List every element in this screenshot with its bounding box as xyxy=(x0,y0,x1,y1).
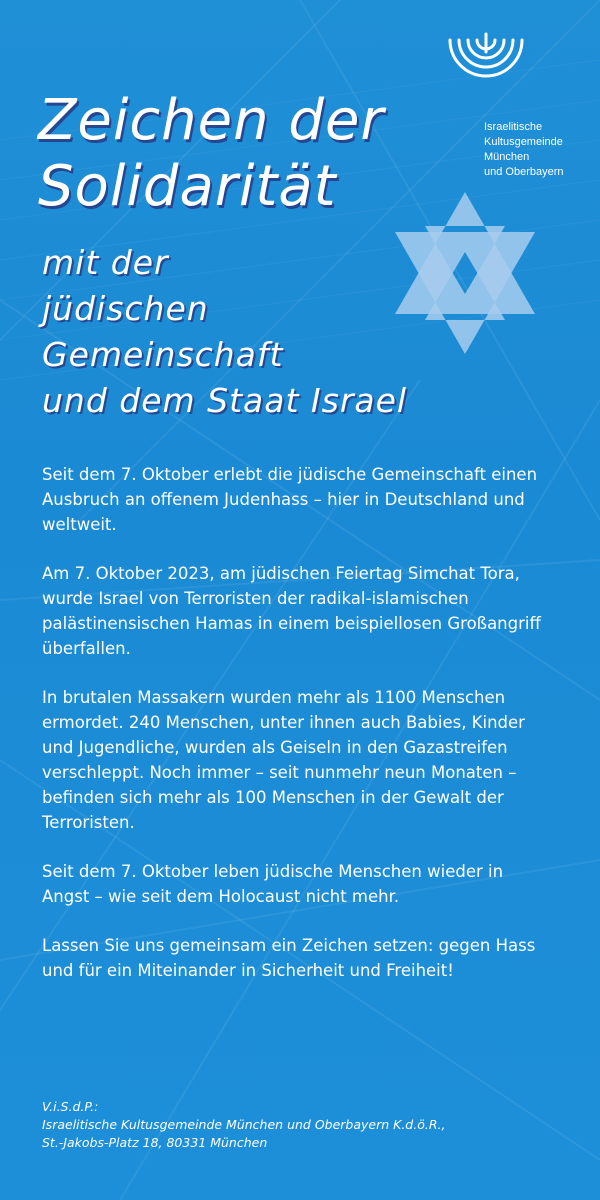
subtitle-line-3: Gemeinschaft xyxy=(42,335,284,374)
imprint-footer xyxy=(42,1098,582,1152)
org-name-line-2: Kultusgemeinde xyxy=(484,136,563,148)
subtitle-line-4: und dem Staat Israel xyxy=(42,381,408,420)
organization-name xyxy=(484,120,580,180)
paragraph-4: Seit dem 7. Oktober leben jüdische Menschen wieder in Angst – wie seit dem Holocaust nicht mehr. xyxy=(42,862,504,906)
paragraph-3: In brutalen Massakern wurden mehr als 1100 Menschen ermordet. 240 Menschen, unter ihnen auch Babies, Kinder und Jugendliche, wurden als Geiseln in den Gazastreifen verschleppt. Noch immer – seit nunmehr neun Monaten – befinden sich mehr als 100 Menschen in der Gewalt der Terroristen. xyxy=(42,688,525,832)
page-title xyxy=(38,88,384,220)
body-text xyxy=(42,462,542,1007)
subtitle xyxy=(42,240,407,424)
paragraph-1: Seit dem 7. Oktober erlebt die jüdische Gemeinschaft einen Ausbruch an offenem Judenhass – hier in Deutschland und weltweit. xyxy=(42,465,538,534)
org-name-line-3: München xyxy=(484,151,530,163)
paragraph-2: Am 7. Oktober 2023, am jüdischen Feiertag Simchat Tora, wurde Israel von Terroristen der radikal-islamischen palästinensischen Hamas in einem beispiellosen Großangriff überfallen. xyxy=(42,564,541,658)
title-line-2: Solidarität xyxy=(38,154,337,219)
subtitle-line-1: mit der xyxy=(42,243,169,282)
subtitle-line-2: jüdischen xyxy=(42,289,209,328)
menorah-arcs-logo-icon xyxy=(446,30,526,92)
paragraph-5: Lassen Sie uns gemeinsam ein Zeichen setzen: gegen Hass und für ein Miteinander in Sicherheit und Freiheit! xyxy=(42,936,536,980)
imprint-label: V.i.S.d.P.: xyxy=(42,1099,99,1114)
org-name-line-1: Israelitische xyxy=(484,121,543,133)
title-line-1: Zeichen der xyxy=(38,88,385,153)
imprint-address: St.-Jakobs-Platz 18, 80331 München xyxy=(42,1135,268,1150)
star-of-david-icon xyxy=(392,190,538,356)
org-name-line-4: und Oberbayern xyxy=(484,166,564,178)
imprint-organization: Israelitische Kultusgemeinde München und Oberbayern K.d.ö.R., xyxy=(42,1117,446,1132)
organization-logo xyxy=(440,30,580,180)
